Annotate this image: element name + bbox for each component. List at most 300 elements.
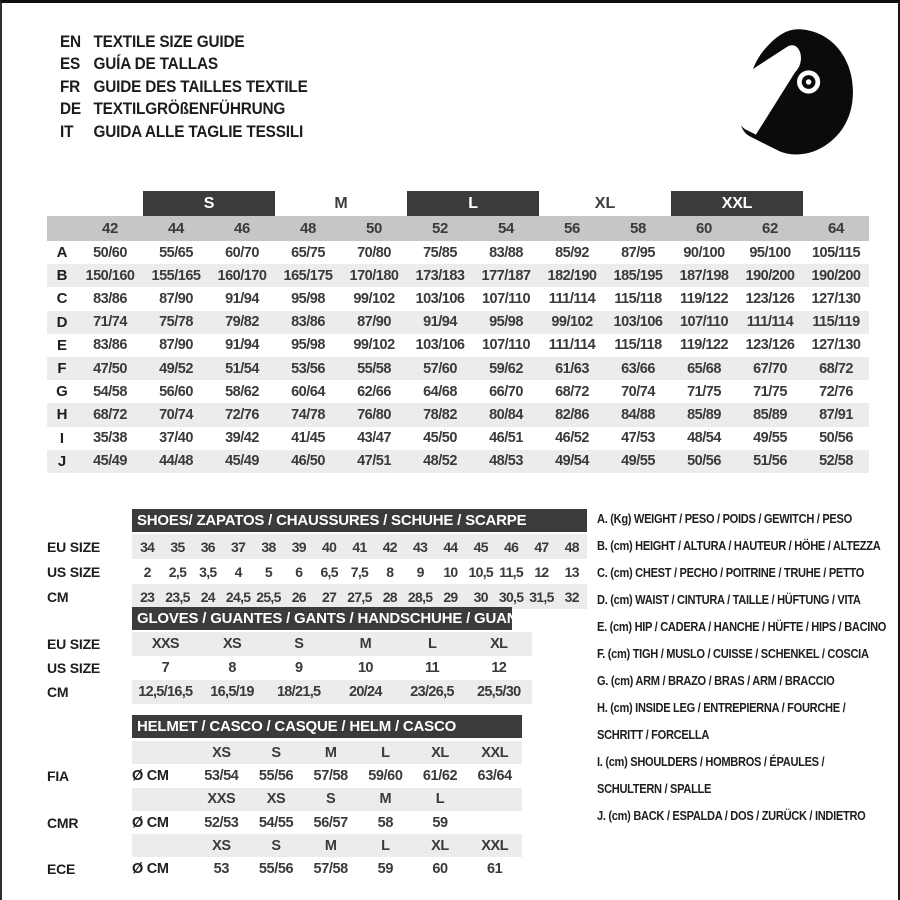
measurement-value-cell: 51/54 xyxy=(225,360,259,377)
helmet-size-label: S xyxy=(271,744,281,761)
measurement-value-cell: 55/65 xyxy=(159,244,193,261)
measurement-value-cell: 173/183 xyxy=(415,267,465,284)
guide-title: GUIDE DES TAILLES TEXTILE xyxy=(93,77,308,96)
shoes-row-label: CM xyxy=(47,588,69,605)
measurement-value-cell: 95/98 xyxy=(291,337,325,354)
measurement-row-d xyxy=(47,311,869,334)
measurement-value-cell: 71/75 xyxy=(687,383,721,400)
gloves-value-cell: 20/24 xyxy=(348,684,382,700)
language-row xyxy=(60,99,308,122)
measurement-value-cell: 150/160 xyxy=(85,267,135,284)
measurement-value-cell: 68/72 xyxy=(555,383,589,400)
measurement-value-cell: 67/70 xyxy=(753,360,787,377)
helmet-unit-label: Ø CM xyxy=(132,767,169,784)
measurement-value-cell: 91/94 xyxy=(423,314,457,331)
shoes-size-section xyxy=(47,509,587,609)
measurement-value-cell: 46/51 xyxy=(489,430,523,447)
measurement-value-cell: 84/88 xyxy=(621,406,655,423)
guide-title: GUIDA ALLE TAGLIE TESSILI xyxy=(93,122,304,141)
measurement-value-cell: 61/63 xyxy=(555,360,589,377)
measurement-value-cell: 63/66 xyxy=(621,360,655,377)
size-group-label-xl: XL xyxy=(594,195,616,212)
shoes-row xyxy=(47,584,587,609)
shoes-value-cell: 11,5 xyxy=(499,563,523,580)
legend-line: G. (cm) ARM / BRAZO / BRAS / ARM / BRACCIO xyxy=(597,674,835,688)
measurement-value-cell: 99/102 xyxy=(353,337,395,354)
helmet-sizes-band xyxy=(132,834,522,857)
helmet-value-cell: 60 xyxy=(432,861,448,878)
shoes-value-cell: 6 xyxy=(295,563,303,580)
gloves-value-cell: 18/21,5 xyxy=(276,684,321,700)
shoes-value-cell: 32 xyxy=(564,588,579,605)
measurement-value-cell: 76/80 xyxy=(357,406,391,423)
measurement-value-cell: 72/76 xyxy=(819,383,853,400)
shoes-row-values xyxy=(132,534,587,559)
helmet-value-cell: 59 xyxy=(432,814,448,831)
helmet-size-label: XS xyxy=(266,791,286,808)
measurement-value-cell: 83/86 xyxy=(93,337,127,354)
shoes-value-cell: 6,5 xyxy=(320,563,338,580)
measurement-value-cell: 71/75 xyxy=(753,383,787,400)
shoes-value-cell: 10,5 xyxy=(468,563,493,580)
language-code: FR xyxy=(60,77,81,96)
helmet-value-cell: 53 xyxy=(213,861,229,878)
racing-helmet-icon xyxy=(738,27,856,157)
measurement-value-cell: 115/118 xyxy=(614,290,662,307)
measurement-value-cell: 70/74 xyxy=(159,406,193,423)
measurement-value-cell: 111/114 xyxy=(548,290,596,307)
measurement-value-cell: 48/53 xyxy=(489,453,523,470)
size-number-band xyxy=(47,216,869,241)
helmet-standard-label: FIA xyxy=(47,767,69,784)
gloves-value-cell: 8 xyxy=(228,660,236,676)
measurement-value-cell: 47/53 xyxy=(621,430,655,447)
helmet-size-label: S xyxy=(271,837,281,854)
size-group-label-xxl: XXL xyxy=(671,191,803,216)
measurement-value-cell: 62/66 xyxy=(357,383,391,400)
measurement-value-cell: 47/50 xyxy=(93,360,127,377)
helmet-value-cell: 59/60 xyxy=(368,767,403,784)
measurement-value-cell: 87/91 xyxy=(819,406,853,423)
measurement-value-cell: 41/45 xyxy=(291,430,325,447)
measurement-value-cell: 64/68 xyxy=(423,383,457,400)
shoes-value-cell: 5 xyxy=(264,563,273,580)
size-column-header: 46 xyxy=(234,220,250,237)
measurement-row-label: D xyxy=(56,313,68,331)
measurement-value-cell: 107/110 xyxy=(481,290,531,307)
gloves-value-cell: XXS xyxy=(151,636,179,652)
measurement-value-cell: 82/86 xyxy=(555,406,589,423)
helmet-sizes-band xyxy=(132,741,522,764)
shoes-value-cell: 40 xyxy=(322,538,337,555)
size-group-label-m: M xyxy=(334,195,348,212)
shoes-row-values xyxy=(132,584,587,609)
measurement-value-cell: 103/106 xyxy=(415,337,465,354)
helmet-value-cell: 57/58 xyxy=(313,861,348,878)
shoes-row xyxy=(47,534,587,559)
measurement-value-cell: 87/90 xyxy=(357,314,391,331)
measurement-value-cell: 57/60 xyxy=(423,360,457,377)
gloves-value-cell: S xyxy=(294,636,304,652)
measurement-value-cell: 85/89 xyxy=(753,406,787,423)
textile-size-table xyxy=(47,189,869,473)
gloves-value-cell: 12 xyxy=(491,660,507,676)
measurement-value-cell: 46/50 xyxy=(291,453,325,470)
shoes-value-cell: 48 xyxy=(564,538,579,555)
measurement-value-cell: 95/98 xyxy=(291,290,325,307)
language-code: ES xyxy=(60,55,81,74)
size-column-header: 50 xyxy=(366,220,382,237)
measurement-legend xyxy=(597,506,887,830)
measurement-value-cell: 115/118 xyxy=(614,337,662,354)
size-group-row xyxy=(47,189,869,216)
helmet-value-cell: 61 xyxy=(487,861,503,878)
shoes-value-cell: 45 xyxy=(473,538,488,555)
legend-line: B. (cm) HEIGHT / ALTURA / HAUTEUR / HÖHE / ALTEZZA xyxy=(597,539,881,553)
measurement-value-cell: 87/95 xyxy=(621,244,655,261)
gloves-row-values xyxy=(132,632,532,656)
shoes-value-cell: 4 xyxy=(234,563,242,580)
measurement-value-cell: 95/98 xyxy=(489,314,523,331)
measurement-value-cell: 48/52 xyxy=(423,453,457,470)
helmet-size-label: M xyxy=(324,837,337,854)
measurement-row-b xyxy=(47,264,869,287)
measurement-row-i xyxy=(47,427,869,450)
gloves-value-cell: M xyxy=(359,636,372,652)
shoes-row-label: US SIZE xyxy=(47,563,101,580)
gloves-row-label: CM xyxy=(47,684,69,700)
size-column-header: 58 xyxy=(630,220,646,237)
measurement-value-cell: 83/88 xyxy=(489,244,523,261)
shoes-value-cell: 7,5 xyxy=(350,563,369,580)
guide-title: TEXTILGRÖßENFÜHRUNG xyxy=(93,100,286,119)
measurement-value-cell: 70/80 xyxy=(357,244,391,261)
measurement-value-cell: 79/82 xyxy=(225,314,259,331)
legend-line: A. (Kg) WEIGHT / PESO / POIDS / GEWITCH / PESO xyxy=(597,512,852,526)
measurement-value-cell: 49/54 xyxy=(555,453,589,470)
measurement-value-cell: 123/126 xyxy=(745,290,795,307)
size-group-label-l: L xyxy=(407,191,539,216)
language-row xyxy=(60,76,308,99)
helmet-standard-label: CMR xyxy=(47,814,79,831)
measurement-value-cell: 68/72 xyxy=(93,406,127,423)
legend-line: H. (cm) INSIDE LEG / ENTREPIERNA / FOURCHE / xyxy=(597,701,846,715)
gloves-section-header: GLOVES / GUANTES / GANTS / HANDSCHUHE / GUANTI xyxy=(132,607,512,630)
helmet-value-cell: 63/64 xyxy=(477,767,512,784)
helmet-size-label: L xyxy=(381,744,390,761)
gloves-row-values xyxy=(132,656,532,680)
shoes-value-cell: 12 xyxy=(534,563,549,580)
measurement-value-cell: 127/130 xyxy=(811,290,861,307)
shoes-value-cell: 34 xyxy=(140,538,155,555)
helmet-standard-row-fia xyxy=(47,764,522,787)
measurement-value-cell: 127/130 xyxy=(811,337,861,354)
shoes-value-cell: 42 xyxy=(382,538,397,555)
helmet-value-cell: 57/58 xyxy=(313,767,348,784)
shoes-value-cell: 44 xyxy=(443,538,458,555)
gloves-row-values xyxy=(132,680,532,704)
helmet-value-cell: 59 xyxy=(377,861,394,878)
helmet-value-cell: 54/55 xyxy=(258,814,294,831)
gloves-value-cell: 9 xyxy=(294,660,303,676)
measurement-value-cell: 78/82 xyxy=(423,406,457,423)
gloves-value-cell: L xyxy=(427,636,437,652)
measurement-value-cell: 46/52 xyxy=(555,430,589,447)
measurement-value-cell: 111/114 xyxy=(548,337,596,354)
measurement-row-label: I xyxy=(59,429,65,447)
helmet-size-label: XXS xyxy=(207,791,236,808)
measurement-value-cell: 99/102 xyxy=(551,314,593,331)
language-title-list xyxy=(60,31,326,144)
measurement-value-cell: 52/58 xyxy=(819,453,853,470)
shoes-value-cell: 39 xyxy=(291,538,306,555)
size-column-header: 44 xyxy=(168,220,184,237)
shoes-value-cell: 36 xyxy=(200,538,215,555)
measurement-row-g xyxy=(47,380,869,403)
measurement-value-cell: 45/50 xyxy=(423,430,457,447)
language-row xyxy=(60,121,308,144)
measurement-value-cell: 59/62 xyxy=(489,360,523,377)
shoes-value-cell: 41 xyxy=(352,538,367,555)
measurement-row-label: C xyxy=(56,290,68,308)
legend-line: I. (cm) SHOULDERS / HOMBROS / ÉPAULES / xyxy=(597,755,825,769)
size-column-header: 64 xyxy=(828,220,844,237)
measurement-value-cell: 70/74 xyxy=(621,383,655,400)
helmet-sizes-band xyxy=(132,788,522,811)
helmet-size-label: S xyxy=(326,791,336,808)
shoes-value-cell: 8 xyxy=(386,563,394,580)
helmet-size-label: XL xyxy=(431,837,449,854)
helmet-values-band xyxy=(132,811,522,834)
shoes-value-cell: 30,5 xyxy=(498,588,524,605)
helmet-standard-row-cmr xyxy=(47,811,522,834)
measurement-row-j xyxy=(47,450,869,473)
measurement-row-label: G xyxy=(56,383,68,401)
helmet-size-label: L xyxy=(435,791,445,808)
measurement-value-cell: 170/180 xyxy=(349,267,399,284)
measurement-value-cell: 50/56 xyxy=(687,453,721,470)
shoes-row-label: EU SIZE xyxy=(47,538,101,555)
gloves-row xyxy=(47,656,532,680)
shoes-value-cell: 37 xyxy=(231,538,246,555)
helmet-standard-row-ece xyxy=(47,857,522,880)
gloves-value-cell: 23/26,5 xyxy=(410,684,454,700)
helmet-value-cell: 56/57 xyxy=(313,814,348,831)
helmet-value-cell: 55/56 xyxy=(258,861,294,878)
measurement-value-cell: 190/200 xyxy=(811,267,861,284)
measurement-row-a xyxy=(47,241,869,264)
shoes-value-cell: 23 xyxy=(140,588,155,605)
helmet-size-label: XS xyxy=(212,837,231,854)
shoes-value-cell: 43 xyxy=(413,538,428,555)
measurement-value-cell: 119/122 xyxy=(679,337,729,354)
language-code: IT xyxy=(60,122,74,141)
legend-line: J. (cm) BACK / ESPALDA / DOS / ZURÜCK / INDIETRO xyxy=(597,809,866,823)
shoes-value-cell: 28,5 xyxy=(407,588,433,605)
language-row xyxy=(60,54,308,77)
shoes-section-header: SHOES/ ZAPATOS / CHAUSSURES / SCHUHE / SCARPE xyxy=(132,509,587,532)
helmet-value-cell: 53/54 xyxy=(204,767,239,784)
language-code: EN xyxy=(60,32,81,51)
measurement-value-cell: 165/175 xyxy=(283,267,333,284)
size-column-header: 52 xyxy=(432,220,448,237)
measurement-value-cell: 65/75 xyxy=(291,244,325,261)
legend-line: E. (cm) HIP / CADERA / HANCHE / HÜFTE / HIPS / BACINO xyxy=(597,620,887,634)
measurement-value-cell: 53/56 xyxy=(291,360,325,377)
measurement-value-cell: 50/56 xyxy=(819,430,853,447)
measurement-value-cell: 160/170 xyxy=(217,267,267,284)
measurement-row-e xyxy=(47,334,869,357)
shoes-value-cell: 2 xyxy=(143,563,151,580)
helmet-standard-label: ECE xyxy=(47,861,76,878)
measurement-value-cell: 44/48 xyxy=(159,453,193,470)
helmet-size-label: XXL xyxy=(481,744,509,761)
measurement-value-cell: 49/52 xyxy=(159,360,193,377)
gloves-value-cell: XS xyxy=(223,636,241,652)
helmet-section-header: HELMET / CASCO / CASQUE / HELM / CASCO xyxy=(132,715,522,738)
measurement-value-cell: 45/49 xyxy=(225,453,259,470)
guide-title: GUÍA DE TALLAS xyxy=(93,55,218,74)
guide-title: TEXTILE SIZE GUIDE xyxy=(93,32,245,51)
measurement-value-cell: 105/115 xyxy=(811,244,861,261)
measurement-row-label: A xyxy=(56,244,68,262)
shoes-value-cell: 30 xyxy=(473,588,488,605)
measurement-value-cell: 75/78 xyxy=(159,314,193,331)
gloves-row xyxy=(47,632,532,656)
measurement-value-cell: 91/94 xyxy=(225,337,259,354)
size-column-header: 56 xyxy=(564,220,580,237)
legend-line: C. (cm) CHEST / PECHO / POITRINE / TRUHE / PETTO xyxy=(597,566,865,580)
measurement-value-cell: 43/47 xyxy=(357,430,391,447)
measurement-row-label: J xyxy=(57,452,67,470)
shoes-value-cell: 24 xyxy=(200,588,215,605)
helmet-value-cell: 58 xyxy=(377,814,394,831)
shoes-value-cell: 31,5 xyxy=(529,588,554,605)
measurement-value-cell: 60/64 xyxy=(291,383,325,400)
shoes-value-cell: 25,5 xyxy=(256,588,281,605)
measurement-value-cell: 72/76 xyxy=(225,406,259,423)
size-column-header: 42 xyxy=(102,220,118,237)
shoes-value-cell: 28 xyxy=(382,588,397,605)
helmet-size-label: L xyxy=(381,837,390,854)
measurement-value-cell: 71/74 xyxy=(93,314,127,331)
gloves-row-label: EU SIZE xyxy=(47,636,101,652)
shoes-value-cell: 2,5 xyxy=(168,563,187,580)
helmet-size-label: M xyxy=(379,791,392,808)
shoes-value-cell: 3,5 xyxy=(199,563,217,580)
legend-line: D. (cm) WAIST / CINTURA / TAILLE / HÜFTUNG / VITA xyxy=(597,593,861,607)
helmet-value-cell: 52/53 xyxy=(204,814,239,831)
measurement-value-cell: 91/94 xyxy=(225,290,259,307)
measurement-value-cell: 85/89 xyxy=(687,406,721,423)
size-column-header: 62 xyxy=(762,220,778,237)
measurement-value-cell: 39/42 xyxy=(225,430,259,447)
measurement-value-cell: 182/190 xyxy=(547,267,597,284)
size-column-header: 48 xyxy=(300,220,316,237)
shoes-value-cell: 35 xyxy=(170,538,185,555)
helmet-size-label: XXL xyxy=(481,837,509,854)
shoes-value-cell: 29 xyxy=(443,588,458,605)
shoes-row-values xyxy=(132,559,587,584)
shoes-value-cell: 10 xyxy=(443,563,458,580)
gloves-value-cell: XL xyxy=(490,636,508,652)
size-column-header: 54 xyxy=(498,220,514,237)
shoes-value-cell: 46 xyxy=(504,538,519,555)
measurement-value-cell: 54/58 xyxy=(93,383,127,400)
measurement-row-label: B xyxy=(56,267,68,285)
measurement-value-cell: 68/72 xyxy=(819,360,853,377)
measurement-value-cell: 75/85 xyxy=(423,244,457,261)
measurement-value-cell: 50/60 xyxy=(93,244,127,261)
shoes-value-cell: 26 xyxy=(291,588,306,605)
shoes-value-cell: 23,5 xyxy=(165,588,190,605)
measurement-value-cell: 49/55 xyxy=(753,430,787,447)
helmet-sizes-row xyxy=(47,788,522,811)
measurement-value-cell: 85/92 xyxy=(555,244,589,261)
helmet-value-cell: 55/56 xyxy=(258,767,294,784)
measurement-value-cell: 65/68 xyxy=(687,360,721,377)
gloves-row xyxy=(47,680,532,704)
measurement-value-cell: 155/165 xyxy=(151,267,201,284)
measurement-value-cell: 103/106 xyxy=(613,314,663,331)
measurement-value-cell: 90/100 xyxy=(683,244,725,261)
helmet-unit-label: Ø CM xyxy=(132,814,169,831)
gloves-value-cell: 10 xyxy=(357,660,373,676)
shoes-value-cell: 24,5 xyxy=(225,588,251,605)
measurement-value-cell: 87/90 xyxy=(159,290,193,307)
measurement-value-cell: 55/58 xyxy=(357,360,391,377)
measurement-value-cell: 95/100 xyxy=(749,244,791,261)
gloves-value-cell: 16,5/19 xyxy=(210,684,254,700)
helmet-size-section xyxy=(47,715,522,881)
measurement-value-cell: 66/70 xyxy=(489,383,523,400)
shoes-value-cell: 38 xyxy=(261,538,276,555)
helmet-unit-label: Ø CM xyxy=(132,861,169,878)
helmet-values-band xyxy=(132,764,522,787)
shoes-value-cell: 27 xyxy=(322,588,337,605)
measurement-value-cell: 47/51 xyxy=(357,453,391,470)
measurement-row-label: E xyxy=(56,336,67,354)
measurement-value-cell: 187/198 xyxy=(679,267,729,284)
gloves-value-cell: 12,5/16,5 xyxy=(138,684,193,700)
gloves-size-section xyxy=(47,607,532,704)
legend-line: SCHULTERN / SPALLE xyxy=(597,782,712,796)
measurement-value-cell: 111/114 xyxy=(746,314,794,331)
measurement-value-cell: 177/187 xyxy=(481,267,531,284)
helmet-size-label: M xyxy=(324,744,337,761)
language-code: DE xyxy=(60,100,81,119)
measurement-value-cell: 58/62 xyxy=(225,383,259,400)
measurement-row-h xyxy=(47,403,869,426)
measurement-value-cell: 37/40 xyxy=(159,430,193,447)
measurement-value-cell: 83/86 xyxy=(93,290,127,307)
measurement-value-cell: 115/119 xyxy=(812,314,860,331)
measurement-row-label: H xyxy=(56,406,68,424)
measurement-row-c xyxy=(47,287,869,310)
measurement-value-cell: 60/70 xyxy=(225,244,259,261)
gloves-value-cell: 7 xyxy=(161,660,170,676)
measurement-value-cell: 99/102 xyxy=(353,290,395,307)
gloves-value-cell: 11 xyxy=(425,660,439,676)
measurement-value-cell: 45/49 xyxy=(93,453,127,470)
measurement-value-cell: 35/38 xyxy=(93,430,127,447)
legend-line: F. (cm) TIGH / MUSLO / CUISSE / SCHENKEL / COSCIA xyxy=(597,647,869,661)
measurement-value-cell: 83/86 xyxy=(291,314,325,331)
measurement-value-cell: 87/90 xyxy=(159,337,193,354)
shoes-value-cell: 9 xyxy=(416,563,424,580)
helmet-values-band xyxy=(132,857,522,880)
measurement-value-cell: 49/55 xyxy=(621,453,655,470)
